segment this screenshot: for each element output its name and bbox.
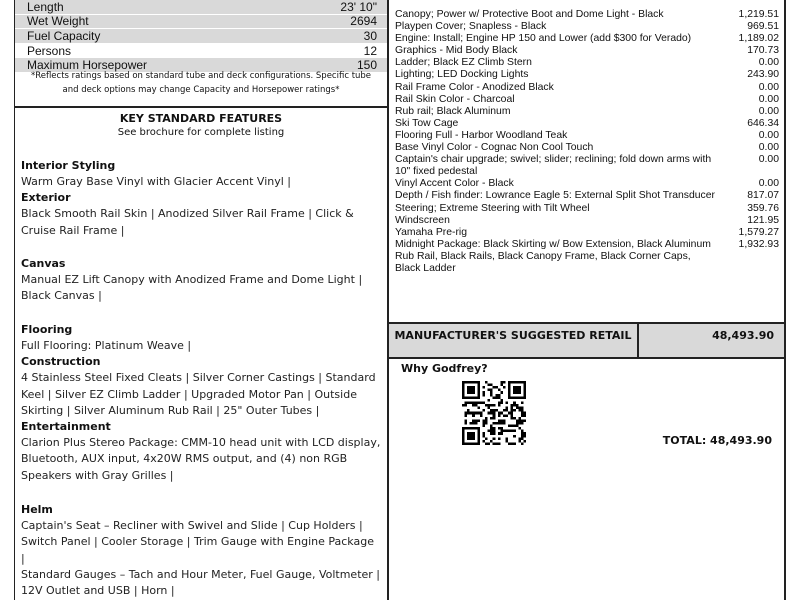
footnote-line: and deck options may change Capacity and Horsepower ratings* (62, 85, 340, 95)
feature-section-canvas (21, 256, 381, 305)
option-description: Engine: Install; Engine HP 150 and Lower (add $300 for Verado) (395, 33, 692, 45)
option-price: 646.34 (747, 117, 779, 129)
option-row (395, 178, 779, 190)
option-price: 0.00 (758, 142, 779, 154)
option-row (395, 106, 779, 118)
option-description: Steering; Extreme Steering with Tilt Wheel (395, 202, 590, 214)
feature-heading: Exterior (21, 191, 71, 205)
option-row (395, 154, 779, 178)
option-price: 359.76 (747, 202, 779, 214)
feature-section-flooring-construction-entertainment (21, 322, 381, 484)
option-description: Captain's chair upgrade; swivel; slider; reclining; fold down arms with 10" fixed pedestal (395, 154, 712, 178)
why-godfrey-heading: Why Godfrey? (401, 362, 488, 375)
option-description: Graphics - Mid Body Black (395, 45, 518, 57)
option-row (395, 130, 779, 142)
feature-section-interior-exterior (21, 158, 381, 239)
right-column (388, 0, 786, 600)
option-description: Ski Tow Cage (395, 117, 459, 129)
spec-label: Maximum Horsepower (27, 58, 148, 73)
option-row (395, 21, 779, 33)
option-price: 1,219.51 (738, 9, 779, 20)
option-price: 0.00 (758, 57, 779, 69)
options-price-list (395, 9, 779, 275)
feature-line: Switch Panel | Cooler Storage | Trim Gauge with Engine Package | (21, 535, 374, 565)
option-row (395, 227, 779, 239)
spec-label: Fuel Capacity (27, 28, 101, 43)
option-price: 1,932.93 (738, 238, 779, 250)
option-row (395, 57, 779, 69)
option-row (395, 69, 779, 81)
option-price: 0.00 (758, 178, 779, 190)
feature-line: Keel | Silver EZ Climb Ladder | Upgraded Motor Pan | Outside (21, 387, 357, 401)
feature-line: Cruise Rail Frame | (21, 223, 125, 237)
option-price: 170.73 (747, 45, 779, 57)
qr-code[interactable] (462, 381, 526, 445)
option-row (395, 215, 779, 227)
msrp-label: MANUFACTURER'S SUGGESTED RETAIL (389, 324, 639, 357)
option-price: 969.51 (747, 21, 779, 33)
feature-line: Captain's Seat – Recliner with Swivel and Slide | Cup Holders | (21, 519, 363, 532)
feature-heading: Construction (21, 355, 101, 369)
feature-line: Skirting | Silver Aluminum Rub Rail | 25" Outer Tubes | (21, 403, 320, 417)
feature-heading: Canvas (21, 257, 66, 270)
option-row (395, 203, 779, 215)
spec-value: 150 (356, 58, 377, 73)
option-price: 817.07 (747, 190, 779, 202)
feature-line: Black Canvas | (21, 289, 102, 303)
feature-line: Manual EZ Lift Canopy with Anodized Frame and Dome Light | (21, 273, 363, 286)
spec-label: Wet Weight (27, 14, 89, 29)
feature-heading: Helm (21, 503, 53, 516)
msrp-bar (389, 322, 784, 359)
feature-heading: Flooring (21, 323, 73, 336)
ratings-footnote (15, 69, 387, 97)
spec-label: Persons (27, 43, 72, 58)
option-description: Yamaha Pre-rig (395, 226, 467, 238)
option-row (395, 9, 779, 21)
feature-heading: Interior Styling (21, 159, 116, 172)
spec-value: 30 (363, 28, 377, 43)
spec-row-persons (15, 44, 387, 59)
spec-row-fuel-capacity (15, 29, 387, 44)
footnote-line: *Reflects ratings based on standard tube and deck configurations. Specific tube (30, 71, 372, 81)
spec-value: 23' 10" (340, 0, 377, 14)
feature-section-helm (21, 502, 381, 599)
option-price: 121.95 (747, 214, 779, 226)
feature-heading: Entertainment (21, 420, 111, 434)
feature-line: Warm Gray Base Vinyl with Glacier Accent Vinyl | (21, 175, 292, 188)
features-title: KEY STANDARD FEATURES (119, 112, 283, 125)
feature-line: Clarion Plus Stereo Package: CMM-10 head unit with LCD display, (21, 436, 381, 450)
feature-line: 4 Stainless Steel Fixed Cleats | Silver Corner Castings | Standard (21, 371, 376, 385)
features-subtitle: See brochure for complete listing (117, 127, 285, 138)
option-price: 0.00 (758, 154, 779, 166)
option-description: Rail Frame Color - Anodized Black (395, 81, 554, 93)
option-description: Depth / Fish finder: Lowrance Eagle 5: External Split Shot Transducer (395, 190, 715, 202)
option-description: Base Vinyl Color - Cognac Non Cool Touch (395, 142, 594, 154)
spec-label: Length (27, 0, 64, 14)
spec-row-length (15, 0, 387, 15)
option-price: 0.00 (758, 81, 779, 93)
option-price: 0.00 (758, 105, 779, 117)
option-row (395, 94, 779, 106)
msrp-value: 48,493.90 (712, 329, 774, 342)
section-divider (15, 106, 387, 108)
option-description: Flooring Full - Harbor Woodland Teak (395, 129, 568, 141)
option-price: 0.00 (758, 129, 779, 141)
total-price: TOTAL: 48,493.90 (662, 434, 772, 447)
spec-value: 2694 (350, 14, 377, 29)
option-description: Vinyl Accent Color - Black (395, 178, 514, 190)
left-column (14, 0, 389, 600)
feature-line: 12V Outlet and USB | Horn | (21, 584, 175, 598)
spec-row-wet-weight (15, 15, 387, 30)
option-price: 243.90 (747, 69, 779, 81)
feature-line: Speakers with Gray Grilles | (21, 468, 174, 482)
option-row (395, 33, 779, 45)
option-description: Lighting; LED Docking Lights (395, 69, 529, 81)
option-description: Windscreen (395, 214, 450, 226)
option-description: Canopy; Power w/ Protective Boot and Dome Light - Black (395, 9, 664, 20)
option-description: Midnight Package: Black Skirting w/ Bow Extension, Black Aluminum Rub Rail, Black Rails, Black Canopy Frame, Black Corner Caps, Black Ladder (395, 238, 711, 274)
option-price: 1,189.02 (738, 33, 779, 45)
feature-line: Standard Gauges – Tach and Hour Meter, Fuel Gauge, Voltmeter | (21, 567, 380, 581)
feature-line: Black Smooth Rail Skin | Anodized Silver Rail Frame | Click & (21, 207, 354, 221)
feature-line: Full Flooring: Platinum Weave | (21, 339, 192, 352)
option-description: Rail Skin Color - Charcoal (395, 93, 515, 105)
option-description: Rub rail; Black Aluminum (395, 105, 511, 117)
option-row (395, 118, 779, 130)
option-row (395, 142, 779, 154)
option-price: 1,579.27 (738, 226, 779, 238)
option-description: Ladder; Black EZ Climb Stern (395, 57, 532, 69)
option-row (395, 45, 779, 57)
feature-line: Bluetooth, AUX input, 4x20W RMS output, and (4) non RGB (21, 452, 348, 466)
spec-value: 12 (363, 43, 377, 58)
option-description: Playpen Cover; Snapless - Black (395, 21, 547, 33)
option-row (395, 239, 779, 275)
spec-table (15, 0, 387, 73)
option-row (395, 190, 779, 202)
option-price: 0.00 (758, 93, 779, 105)
option-row (395, 82, 779, 94)
key-standard-features (15, 110, 387, 138)
